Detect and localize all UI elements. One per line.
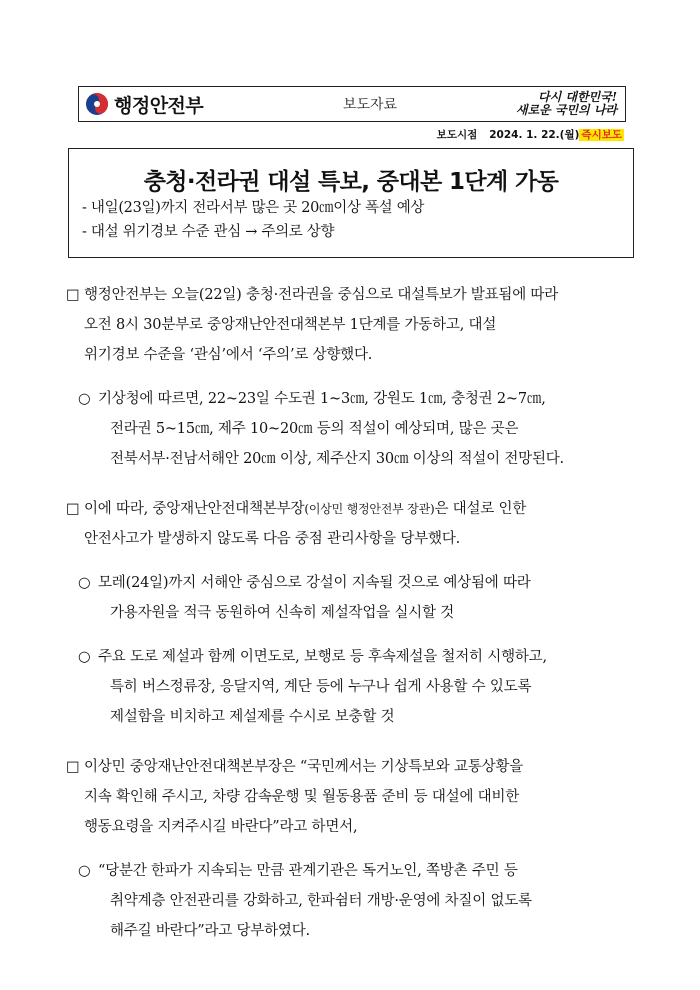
paragraph-line: 위기경보 수준을 ‘관심’에서 ‘주의’로 상향했다.	[84, 347, 373, 363]
paragraph-line	[78, 856, 638, 886]
paragraph-line	[78, 642, 638, 672]
square-bullet: □	[66, 287, 80, 303]
circle-bullet: ○	[78, 863, 91, 879]
paragraph-2	[66, 494, 638, 554]
paragraph-1	[66, 280, 638, 370]
paragraph-line: 제설함을 비치하고 제설제를 수시로 보충할 것	[110, 709, 395, 725]
paragraph-text: “당분간 한파가 지속되는 만큼 관계기관은 독거노인, 쪽방촌 주민 등	[98, 863, 518, 879]
paragraph-line: 안전사고가 발생하지 않도록 다음 중점 관리사항을 당부했다.	[84, 531, 461, 547]
headline-title: 충청·전라권 대설 특보, 중대본 1단계 가동	[143, 169, 559, 195]
paragraph-1-sub	[66, 384, 638, 474]
paragraph-line	[66, 752, 638, 782]
paragraph-3-sub	[66, 856, 638, 946]
paragraph-line: 가용자원을 적극 동원하여 신속히 제설작업을 실시할 것	[110, 605, 455, 621]
headline-box	[68, 148, 634, 258]
paragraph-line: 특히 버스정류장, 응달지역, 계단 등에 누구나 쉽게 사용할 수 있도록	[110, 679, 532, 695]
slogan-line-2: 새로운 국민의 나라	[515, 103, 617, 117]
paragraph-text: 행정안전부는 오늘(22일) 충청·전라권을 중심으로 대설특보가 발표됨에 따라	[84, 287, 559, 303]
paragraph-2-sub-2	[66, 642, 638, 732]
paragraph-line: 해주길 바란다”라고 당부하였다.	[110, 923, 310, 939]
paragraph-line: 오전 8시 30분부로 중앙재난안전대책본부 1단계를 가동하고, 대설	[84, 317, 497, 333]
release-date: 2024. 1. 22.(월)	[489, 129, 580, 141]
doc-type-label: 보도자료	[342, 97, 398, 113]
paragraph-3	[66, 752, 638, 842]
government-slogan	[445, 91, 625, 117]
paragraph-line	[78, 384, 638, 414]
taegeuk-emblem-icon	[85, 92, 109, 116]
paragraph-line: 전북서부·전남서해안 20㎝ 이상, 제주산지 30㎝ 이상의 적설이 전망된다.	[110, 451, 564, 467]
paragraph-2-sub-1	[66, 568, 638, 628]
paragraph-line	[66, 494, 638, 524]
slogan-line-1: 다시 대한민국!	[538, 90, 617, 104]
paragraph-line: 지속 확인해 주시고, 차량 감속운행 및 월동용품 준비 등 대설에 대비한	[84, 789, 520, 805]
circle-bullet: ○	[78, 391, 91, 407]
headline-subtitle: - 대설 위기경보 수준 관심 → 주의로 상향	[82, 224, 335, 240]
square-bullet: □	[66, 759, 80, 775]
paragraph-text: 은 대설로 인한	[434, 501, 527, 517]
press-header	[78, 86, 626, 122]
paragraph-line: 행동요령을 지켜주시길 바란다”라고 하면서,	[84, 819, 358, 835]
paragraph-text: 이상민 중앙재난안전대책본부장은 “국민께서는 기상특보와 교통상황을	[84, 759, 524, 775]
ministry-name: 행정안전부	[114, 94, 204, 117]
headline-subtitle: - 내일(23일)까지 전라서부 많은 곳 20㎝이상 폭설 예상	[82, 200, 425, 216]
press-body	[66, 280, 638, 946]
paragraph-line: 전라권 5~15㎝, 제주 10~20㎝ 등의 적설이 예상되며, 많은 곳은	[110, 421, 519, 437]
paragraph-line	[66, 280, 638, 310]
square-bullet: □	[66, 501, 80, 517]
paragraph-text: 모레(24일)까지 서해안 중심으로 강설이 지속될 것으로 예상됨에 따라	[98, 575, 531, 591]
release-label: 보도시점	[436, 129, 478, 141]
release-immediate: 즉시보도	[581, 129, 622, 141]
ministry-logo	[79, 91, 295, 118]
paragraph-text: 이에 따라, 중앙재난안전대책본부장	[84, 501, 305, 517]
circle-bullet: ○	[78, 575, 91, 591]
paragraph-line	[78, 568, 638, 598]
minister-note: (이상민 행정안전부 장관)	[304, 502, 435, 516]
paragraph-line: 취약계층 안전관리를 강화하고, 한파쉼터 개방·운영에 차질이 없도록	[110, 893, 532, 909]
circle-bullet: ○	[78, 649, 91, 665]
paragraph-text: 기상청에 따르면, 22~23일 수도권 1~3㎝, 강원도 1㎝, 충청권 2~7㎝,	[98, 391, 546, 407]
paragraph-text: 주요 도로 제설과 함께 이면도로, 보행로 등 후속제설을 철저히 시행하고,	[98, 649, 547, 665]
release-info	[437, 127, 624, 142]
